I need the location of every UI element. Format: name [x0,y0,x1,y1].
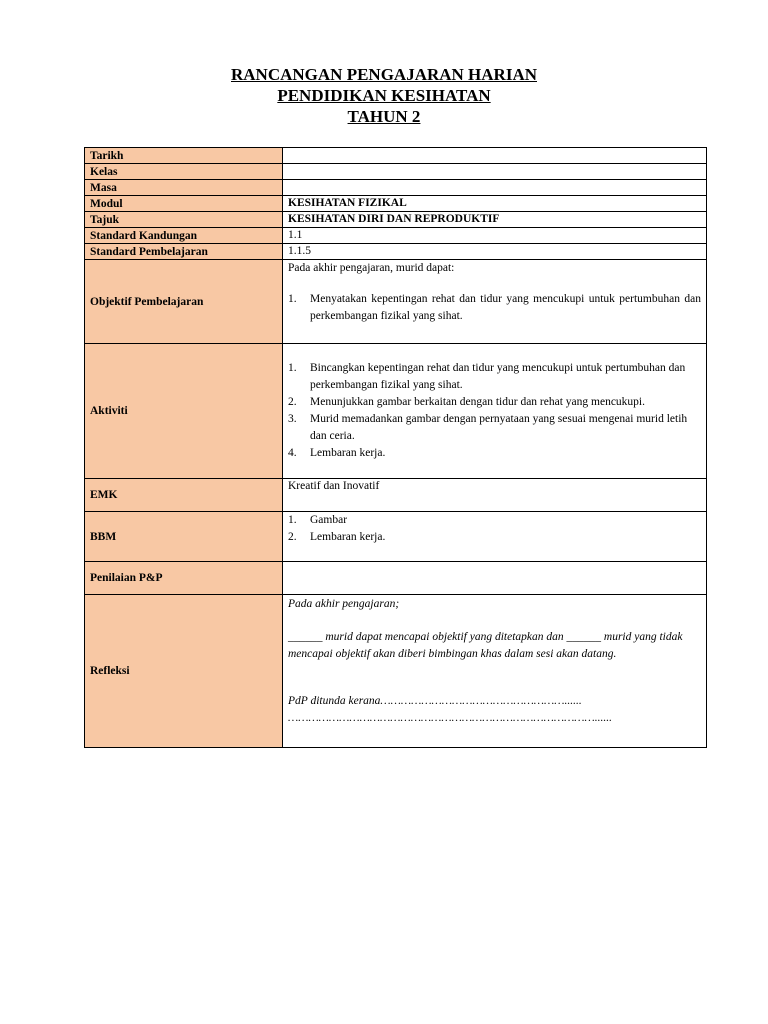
value-penilaian [283,562,707,595]
row-kelas [85,164,707,180]
label-standard-kandungan: Standard Kandungan [85,228,283,244]
list-item-text: Gambar [310,514,348,526]
value-kelas [283,164,707,180]
label-emk: EMK [85,479,283,512]
row-tajuk [85,212,707,228]
title-subject: PENDIDIKAN KESIHATAN [277,86,491,105]
aktiviti-list [288,360,701,462]
title-year: TAHUN 2 [347,107,421,126]
row-tarikh [85,148,707,164]
title-rph: RANCANGAN PENGAJARAN HARIAN [231,65,537,84]
label-kelas: Kelas [85,164,283,180]
list-item-number: 4. [288,447,297,459]
list-item [288,360,701,394]
label-objektif: Objektif Pembelajaran [85,260,283,344]
value-aktiviti [283,344,707,479]
list-item [288,445,701,462]
value-emk: Kreatif dan Inovatif [283,479,707,512]
label-standard-pembelajaran: Standard Pembelajaran [85,244,283,260]
value-tajuk: KESIHATAN DIRI DAN REPRODUKTIF [283,212,707,228]
document-header [0,64,768,127]
list-item [288,512,701,529]
row-objektif [85,260,707,344]
refleksi-dotted-line: ………………………………………………………………………………...... [288,712,613,724]
list-item-text: Lembaran kerja. [310,447,386,459]
list-item-text: Bincangkan kepentingan rehat dan tidur yang mencukupi untuk pertumbuhan dan perkembangan fizikal yang sihat. [310,362,686,391]
objektif-intro: Pada akhir pengajaran, murid dapat: [288,262,455,274]
refleksi-statement: ______ murid dapat mencapai objektif yang ditetapkan dan ______ murid yang tidak mencapai objektif akan diberi bimbingan khas dalam sesi akan datang. [288,631,683,660]
value-standard-pembelajaran: 1.1.5 [283,244,707,260]
value-standard-kandungan: 1.1 [283,228,707,244]
list-item-number: 3. [288,413,297,425]
label-penilaian: Penilaian P&P [85,562,283,595]
row-bbm [85,512,707,562]
refleksi-postponed: PdP ditunda kerana………………………………………………...... [288,695,582,707]
list-item [288,529,701,546]
lesson-plan-table [84,147,707,748]
label-bbm: BBM [85,512,283,562]
list-item-number: 1. [288,514,297,526]
row-refleksi [85,595,707,748]
label-tarikh: Tarikh [85,148,283,164]
list-item-number: 1. [288,293,297,305]
row-modul [85,196,707,212]
row-emk [85,479,707,512]
list-item-text: Menunjukkan gambar berkaitan dengan tidur dan rehat yang mencukupi. [310,396,645,408]
list-item-text: Lembaran kerja. [310,531,386,543]
value-tarikh [283,148,707,164]
label-masa: Masa [85,180,283,196]
row-standard-pembelajaran [85,244,707,260]
value-modul: KESIHATAN FIZIKAL [283,196,707,212]
label-refleksi: Refleksi [85,595,283,748]
list-item [288,394,701,411]
list-item [288,411,701,445]
row-aktiviti [85,344,707,479]
list-item-number: 1. [288,362,297,374]
list-item-number: 2. [288,531,297,543]
value-refleksi [283,595,707,748]
label-tajuk: Tajuk [85,212,283,228]
list-item-text: Murid memadankan gambar dengan pernyataan yang sesuai mengenai murid letih dan ceria. [310,413,688,442]
row-masa [85,180,707,196]
list-item-text: Menyatakan kepentingan rehat dan tidur yang mencukupi untuk pertumbuhan dan perkembangan fizikal yang sihat. [310,293,701,322]
list-item-number: 2. [288,396,297,408]
label-aktiviti: Aktiviti [85,344,283,479]
row-penilaian [85,562,707,595]
value-bbm [283,512,707,562]
row-standard-kandungan [85,228,707,244]
list-item [288,291,701,325]
refleksi-intro: Pada akhir pengajaran; [288,598,400,610]
value-masa [283,180,707,196]
bbm-list [288,512,701,546]
label-modul: Modul [85,196,283,212]
value-objektif [283,260,707,344]
objektif-list [288,291,701,325]
